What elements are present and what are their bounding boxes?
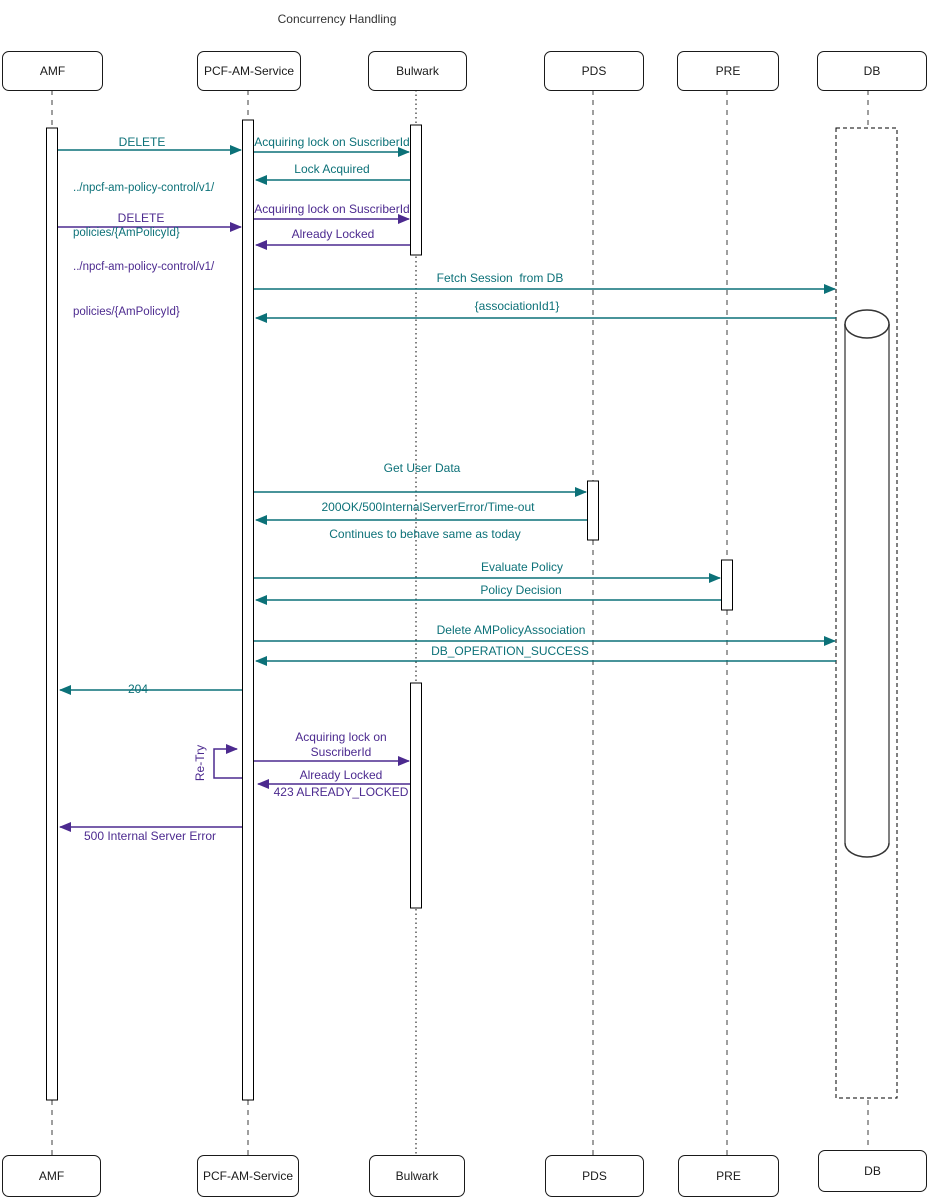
participant-label: PRE bbox=[716, 1169, 741, 1183]
msg-fetch-session-label: Fetch Session from DB bbox=[436, 271, 564, 285]
msg-acquire-lock-2-label: Acquiring lock on SuscriberId bbox=[254, 202, 410, 216]
note-continues-label: Continues to behave same as today bbox=[329, 527, 521, 541]
participant-label: PCF-AM-Service bbox=[202, 1169, 293, 1183]
participant-label: AMF bbox=[39, 64, 66, 78]
msg-get-user-data-label: Get User Data bbox=[383, 461, 461, 475]
arrow-retry-self-loop bbox=[214, 749, 242, 778]
msg-acquire-lock-1-label: Acquiring lock on SuscriberId bbox=[254, 135, 410, 149]
participant-header-db bbox=[817, 51, 927, 91]
participant-label: DB bbox=[863, 64, 881, 78]
msg-db-success-label: DB_OPERATION_SUCCESS bbox=[431, 644, 589, 658]
msg-already-locked-2-label: Already Locked bbox=[299, 768, 383, 782]
msg-200ok-label: 200OK/500InternalServerError/Time-out bbox=[321, 500, 535, 514]
participant-label: Bulwark bbox=[395, 1169, 439, 1183]
activation-pre bbox=[722, 560, 733, 610]
activation-pcf bbox=[243, 120, 254, 1100]
msg-delete-2-desc-line1: ../npcf-am-policy-control/v1/ bbox=[73, 261, 215, 273]
msg-evaluate-policy-label: Evaluate Policy bbox=[480, 560, 564, 574]
participant-footer-pds bbox=[545, 1155, 644, 1197]
activation-bulwark-1 bbox=[411, 125, 422, 255]
db-cylinder-top bbox=[845, 310, 889, 338]
msg-delete-1-desc-line2: policies/{AmPolicyId} bbox=[73, 227, 180, 239]
participant-footer-pcf bbox=[197, 1155, 299, 1197]
participant-label: PDS bbox=[582, 1169, 607, 1183]
participant-label: AMF bbox=[38, 1169, 65, 1183]
participant-label: PRE bbox=[715, 64, 741, 78]
participant-footer-amf bbox=[2, 1155, 101, 1197]
participant-header-pds bbox=[544, 51, 644, 91]
activation-bulwark-2 bbox=[411, 683, 422, 908]
msg-delete-2-label: DELETE bbox=[117, 211, 165, 225]
msg-lock-acquired-label: Lock Acquired bbox=[294, 162, 370, 176]
msg-retry-label: Re-Try bbox=[193, 744, 207, 782]
msg-delete-2-desc-line2: policies/{AmPolicyId} bbox=[73, 306, 180, 318]
participant-header-pre bbox=[677, 51, 779, 91]
participant-footer-bulwark bbox=[369, 1155, 465, 1197]
msg-acquire-lock-3-line2: SuscriberId bbox=[310, 745, 372, 759]
participant-header-bulwark bbox=[368, 51, 467, 91]
participant-footer-db bbox=[818, 1150, 927, 1192]
activation-amf bbox=[47, 128, 58, 1100]
msg-acquire-lock-3-line1: Acquiring lock on bbox=[295, 730, 387, 744]
msg-delete-1-desc-line1: ../npcf-am-policy-control/v1/ bbox=[73, 182, 215, 194]
participant-header-amf bbox=[2, 51, 103, 91]
diagram-title: Concurrency Handling bbox=[277, 12, 397, 26]
participant-label: PDS bbox=[581, 64, 607, 78]
msg-policy-decision-label: Policy Decision bbox=[480, 583, 562, 597]
db-activation-frame bbox=[836, 128, 897, 1098]
activation-pds bbox=[588, 481, 599, 540]
participant-footer-pre bbox=[678, 1155, 779, 1197]
participant-label: PCF-AM-Service bbox=[203, 64, 294, 78]
participant-label: Bulwark bbox=[396, 64, 439, 78]
msg-delete-1-label: DELETE bbox=[118, 135, 166, 149]
msg-delete-association-label: Delete AMPolicyAssociation bbox=[436, 623, 586, 637]
msg-association-id-label: {associationId1} bbox=[474, 299, 560, 313]
msg-500-error-label: 500 Internal Server Error bbox=[83, 829, 217, 843]
msg-delete-2-desc bbox=[73, 230, 214, 350]
participant-label: DB bbox=[864, 1164, 881, 1178]
participant-header-pcf bbox=[197, 51, 301, 91]
msg-already-locked-1-label: Already Locked bbox=[291, 227, 375, 241]
msg-423-status-label: 423 ALREADY_LOCKED bbox=[273, 785, 409, 799]
msg-204-label: 204 bbox=[127, 682, 149, 696]
